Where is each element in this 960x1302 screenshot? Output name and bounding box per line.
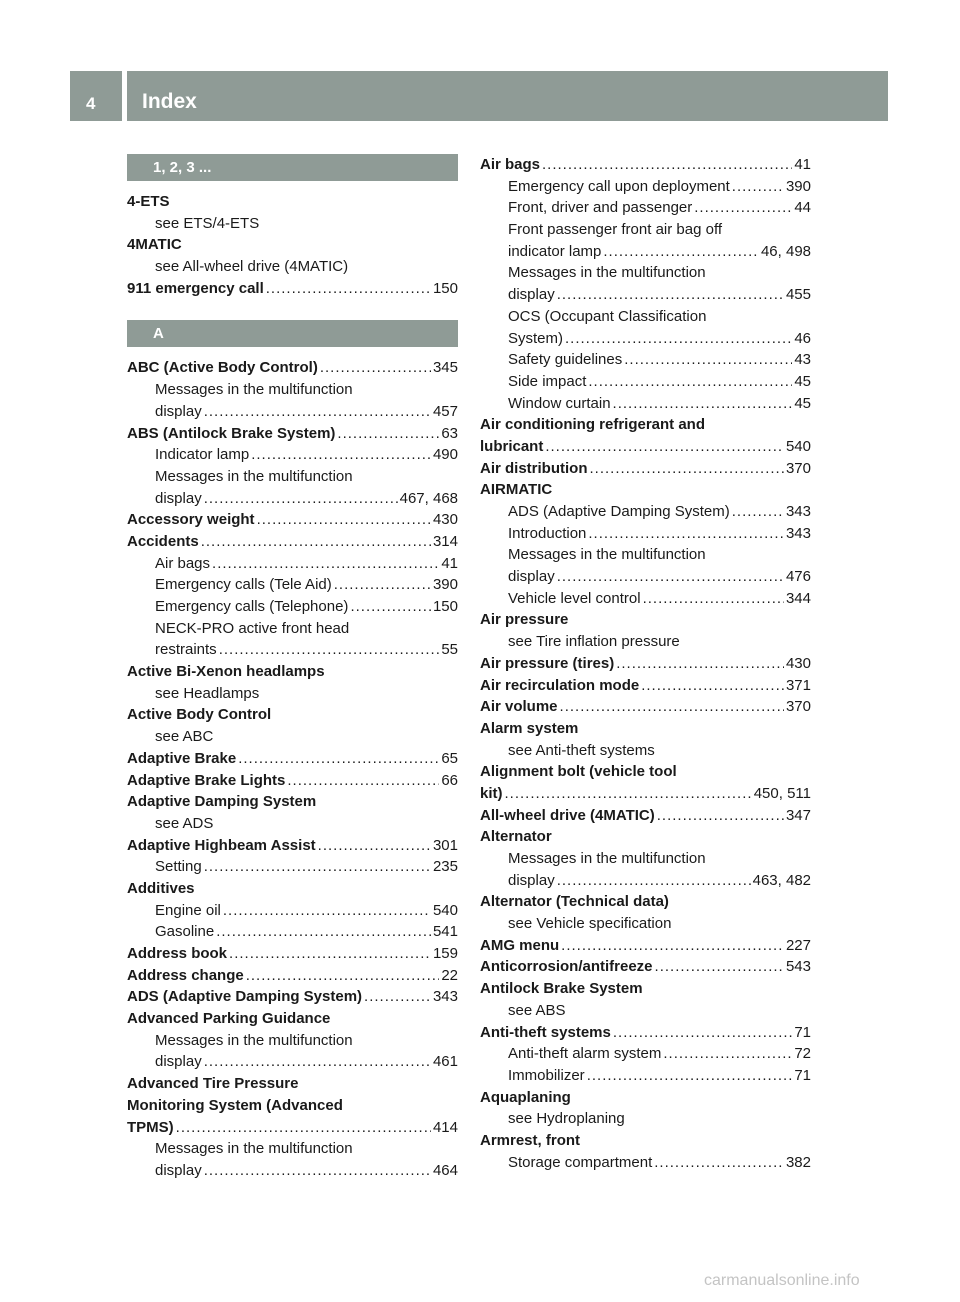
entry-text: display (508, 871, 555, 889)
index-subentry (127, 1030, 458, 1052)
index-subentry (480, 631, 811, 653)
dot-leader (613, 1022, 792, 1044)
index-entry (480, 436, 811, 458)
index-subentry (127, 401, 458, 423)
dot-leader (643, 588, 784, 610)
dot-leader (732, 501, 784, 523)
dot-leader (505, 783, 752, 805)
page-ref[interactable]: 450, 511 (753, 784, 811, 802)
dot-leader (557, 566, 784, 588)
dot-leader (318, 835, 431, 857)
index-entry (480, 675, 811, 697)
entry-text: display (155, 402, 202, 420)
index-entry (127, 191, 458, 213)
entry-text: see ETS/4-ETS (155, 214, 260, 232)
entry-text: Messages in the multifunction (155, 381, 353, 399)
index-subentry (480, 241, 811, 263)
page-ref[interactable]: 390 (785, 177, 811, 195)
entry-text: Anti-theft alarm system (508, 1045, 662, 1063)
index-subentry (480, 219, 811, 241)
index-entry (480, 891, 811, 913)
dot-leader (590, 458, 784, 480)
index-subentry (127, 466, 458, 488)
entry-text: Air pressure (tires) (480, 654, 615, 672)
page-ref[interactable]: 301 (432, 836, 458, 854)
page-ref[interactable]: 430 (432, 511, 458, 529)
index-subentry (127, 618, 458, 640)
page-ref[interactable]: 72 (794, 1045, 811, 1063)
entry-text: Accidents (127, 532, 199, 550)
entry-text: Air pressure (480, 611, 569, 629)
page-ref[interactable]: 541 (432, 923, 458, 941)
dot-leader (557, 284, 784, 306)
entry-text: 4-ETS (127, 193, 170, 210)
page-ref[interactable]: 370 (785, 698, 811, 716)
page-ref[interactable]: 43 (794, 351, 811, 369)
dot-leader (204, 1160, 431, 1182)
index-entry (480, 978, 811, 1000)
entry-text: Air volume (480, 698, 558, 716)
entry-text: see Vehicle specification (508, 915, 672, 933)
entry-text: Accessory weight (127, 511, 255, 529)
entry-text: Alignment bolt (vehicle tool (480, 763, 677, 781)
dot-leader (204, 1051, 431, 1073)
index-subentry (127, 256, 458, 278)
dot-leader (560, 696, 784, 718)
entry-text: display (508, 568, 555, 586)
entry-text: Safety guidelines (508, 351, 623, 369)
index-entry (127, 278, 458, 300)
index-subentry (480, 1152, 811, 1174)
page-ref[interactable]: 150 (432, 279, 458, 297)
entry-text: Air bags (155, 554, 211, 572)
dot-leader (545, 436, 784, 458)
index-entry (127, 748, 458, 770)
entry-text: Air conditioning refrigerant and (480, 416, 706, 434)
page-ref[interactable]: 345 (432, 359, 458, 377)
entry-text: AIRMATIC (480, 481, 553, 499)
index-entry (480, 458, 811, 480)
page-ref[interactable]: 371 (785, 676, 811, 694)
entry-text: Antilock Brake System (480, 980, 643, 998)
index-subentry (480, 1000, 811, 1022)
index-entry (127, 661, 458, 683)
index-column-right (480, 154, 811, 1173)
index-entry (127, 770, 458, 792)
entry-text: display (155, 1053, 202, 1071)
dot-leader (337, 423, 439, 445)
index-subentry (480, 1108, 811, 1130)
dot-leader (694, 197, 792, 219)
page-ref[interactable]: 370 (785, 459, 811, 477)
dot-leader (587, 1065, 793, 1087)
dot-leader (216, 921, 431, 943)
dot-leader (732, 176, 784, 198)
index-entry (480, 653, 811, 675)
index-entry (480, 696, 811, 718)
index-entry (480, 1022, 811, 1044)
page-ref[interactable]: 314 (432, 532, 458, 550)
index-subentry (127, 726, 458, 748)
dot-leader (320, 357, 431, 379)
index-subentry (127, 444, 458, 466)
index-entry (480, 956, 811, 978)
index-entry (127, 704, 458, 726)
entry-text: display (508, 286, 555, 304)
entry-text: Messages in the multifunction (155, 1140, 353, 1158)
page-title: Index (142, 90, 197, 113)
index-entry (127, 1117, 458, 1139)
dot-leader (229, 943, 431, 965)
entry-text: ABS (Antilock Brake System) (127, 424, 336, 442)
entry-text: 911 emergency call (127, 279, 264, 297)
dot-leader (212, 553, 439, 575)
section-header: A (127, 320, 458, 347)
entry-text: see ABS (508, 1001, 566, 1019)
dot-leader (238, 748, 439, 770)
index-subentry (127, 639, 458, 661)
index-subentry (127, 213, 458, 235)
index-subentry (480, 848, 811, 870)
entry-text: indicator lamp (508, 242, 602, 260)
page-ref[interactable]: 476 (785, 568, 811, 586)
index-entry (480, 479, 811, 501)
index-entry (480, 935, 811, 957)
page-ref[interactable]: 227 (785, 936, 811, 954)
page-ref[interactable]: 235 (432, 858, 458, 876)
entry-text: Messages in the multifunction (508, 264, 706, 282)
index-subentry (480, 523, 811, 545)
index-entry (480, 718, 811, 740)
dot-leader (204, 488, 398, 510)
entry-text: Introduction (508, 524, 587, 542)
page-ref[interactable]: 65 (441, 749, 458, 767)
dot-leader (350, 596, 431, 618)
entry-text: see All-wheel drive (4MATIC) (155, 258, 349, 276)
entry-text: Setting (155, 858, 202, 876)
index-entry (480, 761, 811, 783)
entry-text: Address change (127, 966, 244, 984)
index-entry (127, 791, 458, 813)
index-subentry (480, 306, 811, 328)
entry-text: Adaptive Brake (127, 749, 237, 767)
entry-text: see Headlamps (155, 684, 260, 702)
index-subentry (127, 1051, 458, 1073)
dot-leader (204, 401, 431, 423)
entry-text: Front, driver and passenger (508, 199, 693, 217)
entry-text: Active Body Control (127, 706, 272, 724)
index-entry (127, 986, 458, 1008)
entry-text: Adaptive Damping System (127, 793, 317, 811)
entry-text: TPMS) (127, 1118, 174, 1136)
page-ref[interactable]: 45 (794, 372, 811, 390)
dot-leader (246, 965, 440, 987)
entry-text: Messages in the multifunction (508, 850, 706, 867)
index-subentry (480, 870, 811, 892)
entry-text: Advanced Parking Guidance (127, 1010, 331, 1028)
entry-text: Messages in the multifunction (155, 1031, 353, 1049)
index-entry (480, 1087, 811, 1109)
entry-text: Adaptive Brake Lights (127, 771, 286, 789)
entry-text: Alarm system (480, 719, 579, 737)
entry-text: Alternator (480, 828, 552, 846)
entry-text: All-wheel drive (4MATIC) (480, 806, 655, 824)
page-number: 4 (86, 94, 96, 113)
entry-text: Emergency calls (Tele Aid) (155, 576, 332, 594)
index-subentry (127, 553, 458, 575)
dot-leader (251, 444, 431, 466)
entry-text: display (155, 1161, 202, 1179)
entry-text: Vehicle level control (508, 589, 641, 607)
entry-text: AMG menu (480, 936, 560, 954)
index-subentry (480, 566, 811, 588)
index-subentry (480, 197, 811, 219)
dot-leader (654, 1152, 784, 1174)
header-divider (122, 71, 127, 121)
index-subentry (127, 921, 458, 943)
index-entry (480, 609, 811, 631)
page-ref[interactable]: 540 (785, 437, 811, 455)
entry-text: Air recirculation mode (480, 676, 640, 694)
page-ref[interactable]: 540 (432, 901, 458, 919)
section-header: 1, 2, 3 ... (127, 154, 458, 181)
index-column-left (127, 154, 458, 1182)
index-entry (480, 1130, 811, 1152)
dot-leader (223, 900, 431, 922)
index-subentry (127, 900, 458, 922)
index-entry (127, 509, 458, 531)
entry-text: ADS (Adaptive Damping System) (508, 503, 730, 520)
dot-leader (641, 675, 784, 697)
index-entry (127, 1095, 458, 1117)
entry-text: Anti-theft systems (480, 1023, 611, 1041)
index-entry (480, 414, 811, 436)
dot-leader (257, 509, 431, 531)
dot-leader (613, 393, 793, 415)
index-subentry (480, 284, 811, 306)
entry-text: Gasoline (155, 923, 215, 941)
page-ref[interactable]: 71 (794, 1066, 811, 1084)
index-entry (127, 1008, 458, 1030)
entry-text: 4MATIC (127, 236, 182, 254)
entry-text: Side impact (508, 372, 587, 390)
index-subentry (480, 740, 811, 762)
index-entry (127, 943, 458, 965)
entry-text: Emergency call upon deployment (508, 177, 730, 195)
index-subentry (480, 328, 811, 350)
index-entry (480, 154, 811, 176)
index-subentry (480, 1043, 811, 1065)
page-ref[interactable]: 543 (785, 958, 811, 976)
index-entry (127, 835, 458, 857)
entry-text: Immobilizer (508, 1066, 585, 1084)
index-entry (480, 783, 811, 805)
page-ref[interactable]: 22 (441, 966, 458, 984)
index-subentry (480, 262, 811, 284)
dot-leader (588, 371, 792, 393)
watermark: carmanualsonline.info (704, 1272, 860, 1289)
entry-text: Messages in the multifunction (508, 546, 706, 564)
entry-text: see ADS (155, 814, 214, 832)
dot-leader (557, 870, 751, 892)
page-ref[interactable]: 41 (794, 156, 811, 173)
index-entry (127, 234, 458, 256)
entry-text: Armrest, front (480, 1131, 581, 1149)
entry-text: Advanced Tire Pressure (127, 1075, 299, 1093)
index-entry (127, 531, 458, 553)
index-subentry (127, 488, 458, 510)
index-subentry (480, 1065, 811, 1087)
dot-leader (588, 523, 784, 545)
entry-text: Anticorrosion/antifreeze (480, 958, 653, 976)
index-subentry (480, 913, 811, 935)
index-subentry (127, 379, 458, 401)
entry-text: System) (508, 329, 564, 347)
page-ref[interactable]: 430 (785, 654, 811, 672)
dot-leader (655, 956, 784, 978)
page-ref[interactable]: 382 (785, 1153, 811, 1171)
index-entry (127, 878, 458, 900)
entry-text: ABC (Active Body Control) (127, 359, 318, 377)
page-ref[interactable]: 390 (432, 576, 458, 594)
entry-text: OCS (Occupant Classification (508, 307, 707, 325)
dot-leader (657, 805, 784, 827)
index-entry (127, 965, 458, 987)
entry-text: Storage compartment (508, 1153, 653, 1171)
index-subentry (480, 588, 811, 610)
entry-text: kit) (480, 784, 503, 802)
page-ref[interactable]: 455 (785, 286, 811, 304)
page-ref[interactable]: 343 (785, 503, 811, 520)
page-ref[interactable]: 150 (432, 598, 458, 615)
entry-text: NECK-PRO active front head (155, 619, 350, 637)
page-ref[interactable]: 159 (432, 945, 458, 962)
index-subentry (127, 574, 458, 596)
entry-text: Adaptive Highbeam Assist (127, 836, 316, 854)
index-subentry (127, 856, 458, 878)
dot-leader (364, 986, 431, 1008)
entry-text: Aquaplaning (480, 1088, 571, 1106)
page-ref[interactable]: 343 (785, 524, 811, 542)
page-ref[interactable]: 490 (432, 446, 458, 464)
entry-text: Indicator lamp (155, 446, 250, 464)
entry-text: restraints (155, 641, 217, 659)
index-subentry (480, 544, 811, 566)
entry-text: ADS (Adaptive Damping System) (127, 988, 363, 1006)
entry-text: display (155, 489, 202, 507)
index-entry (480, 805, 811, 827)
entry-text: Front passenger front air bag off (508, 221, 723, 239)
index-entry (127, 423, 458, 445)
dot-leader (542, 154, 792, 176)
page-ref[interactable]: 464 (432, 1161, 458, 1179)
dot-leader (663, 1043, 792, 1065)
dot-leader (266, 278, 431, 300)
index-entry (480, 826, 811, 848)
entry-text: see Anti-theft systems (508, 741, 655, 759)
page-ref[interactable]: 347 (785, 806, 811, 824)
page-ref[interactable]: 66 (441, 771, 458, 789)
entry-text: see Tire inflation pressure (508, 633, 680, 651)
entry-text: Air distribution (480, 459, 588, 477)
dot-leader (204, 856, 431, 878)
page-ref[interactable]: 457 (432, 402, 458, 420)
page-ref[interactable]: 463, 482 (752, 871, 811, 889)
dot-leader (603, 241, 759, 263)
dot-leader (287, 770, 439, 792)
entry-text: Monitoring System (Advanced (127, 1096, 343, 1114)
index-subentry (127, 596, 458, 618)
index-subentry (480, 371, 811, 393)
dot-leader (334, 574, 431, 596)
entry-text: lubricant (480, 437, 544, 455)
page-ref[interactable]: 46, 498 (760, 242, 811, 260)
page-ref[interactable]: 343 (432, 988, 458, 1006)
dot-leader (201, 531, 431, 553)
page-ref[interactable]: 71 (794, 1023, 811, 1041)
dot-leader (176, 1117, 431, 1139)
index-subentry (480, 349, 811, 371)
page-ref[interactable]: 344 (785, 589, 811, 607)
index-entry (127, 357, 458, 379)
page-ref[interactable]: 414 (432, 1118, 458, 1136)
entry-text: Window curtain (508, 394, 611, 412)
page-ref[interactable]: 45 (794, 394, 811, 412)
page-ref[interactable]: 55 (441, 641, 458, 659)
entry-text: Messages in the multifunction (155, 467, 353, 485)
dot-leader (219, 639, 440, 661)
dot-leader (624, 349, 792, 371)
dot-leader (561, 935, 784, 957)
entry-text: Alternator (Technical data) (480, 893, 669, 911)
page-ref[interactable]: 63 (441, 424, 458, 442)
dot-leader (616, 653, 784, 675)
index-subentry (127, 1138, 458, 1160)
page-ref[interactable]: 467, 468 (399, 489, 458, 507)
entry-text: Active Bi-Xenon headlamps (127, 663, 325, 681)
entry-text: Address book (127, 945, 228, 962)
entry-text: see Hydroplaning (508, 1110, 625, 1128)
entry-text: see ABC (155, 728, 214, 746)
entry-text: Additives (127, 879, 195, 897)
index-subentry (480, 501, 811, 523)
entry-text: Air bags (480, 156, 541, 173)
entry-text: Engine oil (155, 901, 221, 919)
index-entry (127, 1073, 458, 1095)
index-subentry (480, 393, 811, 415)
page-ref[interactable]: 44 (794, 199, 811, 217)
index-subentry (127, 813, 458, 835)
index-subentry (480, 176, 811, 198)
index-subentry (127, 1160, 458, 1182)
dot-leader (565, 328, 792, 350)
page-ref[interactable]: 461 (432, 1053, 458, 1071)
entry-text: Emergency calls (Telephone) (155, 598, 349, 615)
index-subentry (127, 683, 458, 705)
page-ref[interactable]: 41 (441, 554, 458, 572)
page-ref[interactable]: 46 (794, 329, 811, 347)
